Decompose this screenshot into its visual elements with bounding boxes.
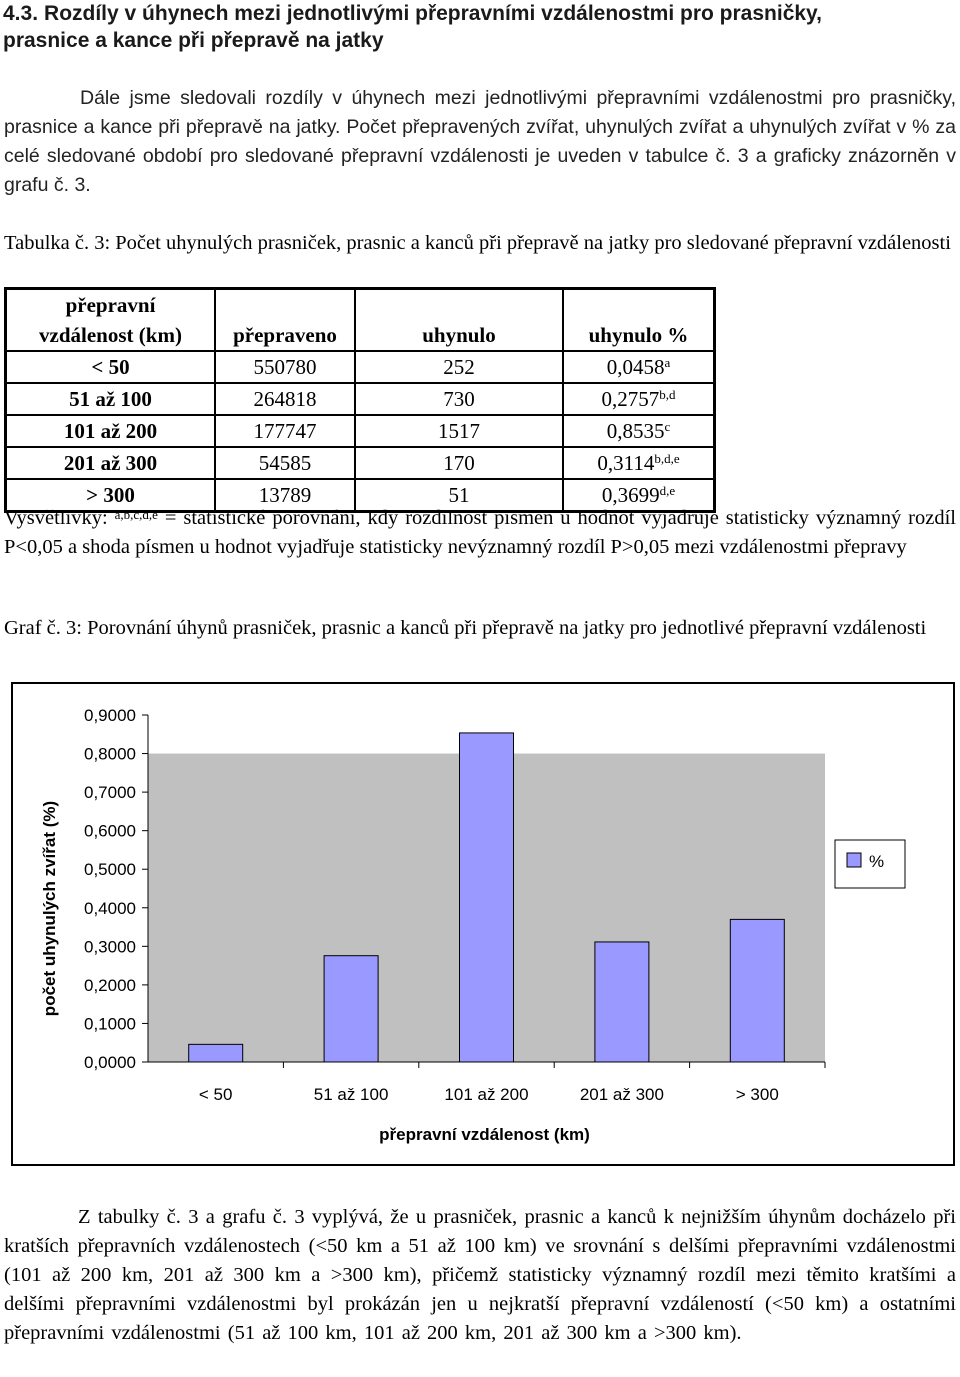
significance-letters: d,e	[659, 483, 676, 498]
section-title-line2: prasnice a kance při přepravě na jatky	[3, 29, 384, 52]
cell-percent	[563, 383, 715, 415]
section-title: Rozdíly v úhynech mezi jednotlivými přepravními vzdálenostmi pro prasničky,	[44, 2, 823, 25]
bar	[595, 942, 649, 1062]
section-number: 4.3.	[3, 2, 39, 25]
cell-transported: 13789	[215, 479, 355, 512]
bar-chart	[13, 684, 953, 1164]
header-distance	[6, 289, 216, 352]
y-tick-label: 0,3000	[84, 937, 136, 957]
table-row	[6, 447, 715, 479]
data-table	[4, 287, 716, 513]
legend-note-letters: a,b,c,d,e	[114, 507, 158, 522]
y-tick-label: 0,2000	[84, 975, 136, 995]
cell-transported: 550780	[215, 351, 355, 383]
header-distance-line1: přepravní	[65, 293, 156, 317]
cell-transported: 177747	[215, 415, 355, 447]
header-distance-line2: vzdálenost (km)	[39, 323, 182, 347]
header-dead: uhynulo	[355, 289, 563, 352]
cell-distance: 201 až 300	[6, 447, 216, 479]
percent-value: 0,3114	[597, 451, 655, 475]
cell-transported: 264818	[215, 383, 355, 415]
chart-frame	[11, 682, 955, 1166]
y-tick-label: 0,0000	[84, 1053, 136, 1072]
x-tick-label: < 50	[198, 1085, 233, 1104]
legend-note-text: = statistické porovnání, kdy rozdílnost písmen u hodnot vyjadřuje statisticky významný rozdíl P<0,05 a shoda písmen u hodnot vyjadřuje statisticky nevýznamný rozdíl P>0,05 mezi vzdálenostmi přepravy	[4, 507, 957, 558]
intro-text: Dále jsme sledovali rozdíly v úhynech mezi jednotlivými přepravními vzdálenostmi pro prasničky, prasnice a kance při přepravě na jatky. Počet přepravených zvířat, uhynulých zvířat a uhynulých zvířat v % za celé sledované období pro sledované přepravní vzdálenosti je uveden v tabulce č. 3 a graficky znázorněn v grafu č. 3.	[4, 87, 956, 196]
x-tick-label: 201 až 300	[579, 1085, 664, 1104]
cell-transported: 54585	[215, 447, 355, 479]
cell-distance: > 300	[6, 479, 216, 512]
percent-value: 0,2757	[601, 387, 660, 411]
x-tick-label: > 300	[735, 1085, 779, 1104]
percent-value: 0,0458	[606, 355, 665, 379]
y-tick-label: 0,9000	[84, 706, 136, 725]
header-transported: přepraveno	[215, 289, 355, 352]
cell-percent	[563, 447, 715, 479]
conclusion-text: Z tabulky č. 3 a grafu č. 3 vyplývá, že u prasniček, prasnic a kanců k nejnižším úhynům docházelo při kratších přepravních vzdálenostech (<50 km a 51 až 100 km) ve srovnání s delšími přepravními vzdálenostmi (101 až 200 km, 201 až 300 km a >300 km), přičemž statisticky významný rozdíl mezi těmito kratšími a delšími přepravními vzdálenostmi byl prokázán jen u nejkratší přepravní vzdáleností (<50 km) a ostatními přepravními vzdálenostmi (51 až 100 km, 101 až 200 km, 201 až 300 km a >300 km).	[4, 1206, 956, 1344]
cell-percent	[563, 415, 715, 447]
table-row	[6, 351, 715, 383]
bar	[460, 733, 514, 1062]
header-percent: uhynulo %	[563, 289, 715, 352]
cell-dead: 252	[355, 351, 563, 383]
table-caption: Tabulka č. 3: Počet uhynulých prasniček, prasnic a kanců při přepravě na jatky pro sledované přepravní vzdálenosti	[4, 232, 951, 254]
conclusion-paragraph	[4, 1203, 956, 1348]
cell-distance: 51 až 100	[6, 383, 216, 415]
significance-letters: b,d	[659, 387, 676, 402]
y-tick-label: 0,8000	[84, 744, 136, 764]
x-axis-label: přepravní vzdálenost (km)	[379, 1125, 590, 1144]
bar	[189, 1044, 243, 1062]
legend-label: %	[869, 852, 885, 871]
y-tick-label: 0,7000	[84, 783, 136, 803]
y-tick-label: 0,1000	[84, 1014, 136, 1034]
y-tick-label: 0,4000	[84, 898, 136, 918]
legend-note-prefix: Vysvětlivky:	[4, 507, 108, 529]
bar	[730, 919, 784, 1062]
cell-distance: < 50	[6, 351, 216, 383]
y-tick-label: 0,5000	[84, 860, 136, 880]
legend-swatch	[847, 853, 861, 867]
x-tick-label: 51 až 100	[313, 1085, 389, 1104]
section-heading	[3, 0, 953, 54]
table-header-row	[6, 289, 715, 352]
cell-dead: 1517	[355, 415, 563, 447]
cell-percent	[563, 351, 715, 383]
x-tick-label: 101 až 200	[444, 1085, 529, 1104]
y-tick-label: 0,6000	[84, 821, 136, 841]
percent-value: 0,8535	[606, 419, 665, 443]
cell-distance: 101 až 200	[6, 415, 216, 447]
significance-letters: b,d,e	[654, 451, 680, 466]
table-row	[6, 383, 715, 415]
percent-value: 0,3699	[601, 483, 660, 507]
y-axis-label: počet uhynulých zvířat (%)	[40, 800, 59, 1017]
graph-caption: Graf č. 3: Porovnání úhynů prasniček, prasnic a kanců při přepravě na jatky pro jednotlivé přepravní vzdálenosti	[4, 617, 927, 639]
cell-dead: 730	[355, 383, 563, 415]
significance-letters: c	[664, 419, 671, 434]
cell-dead: 51	[355, 479, 563, 512]
bar	[324, 956, 378, 1062]
legend-note	[4, 504, 956, 562]
intro-paragraph	[4, 84, 956, 200]
significance-letters: a	[664, 355, 671, 370]
cell-dead: 170	[355, 447, 563, 479]
table-row	[6, 415, 715, 447]
